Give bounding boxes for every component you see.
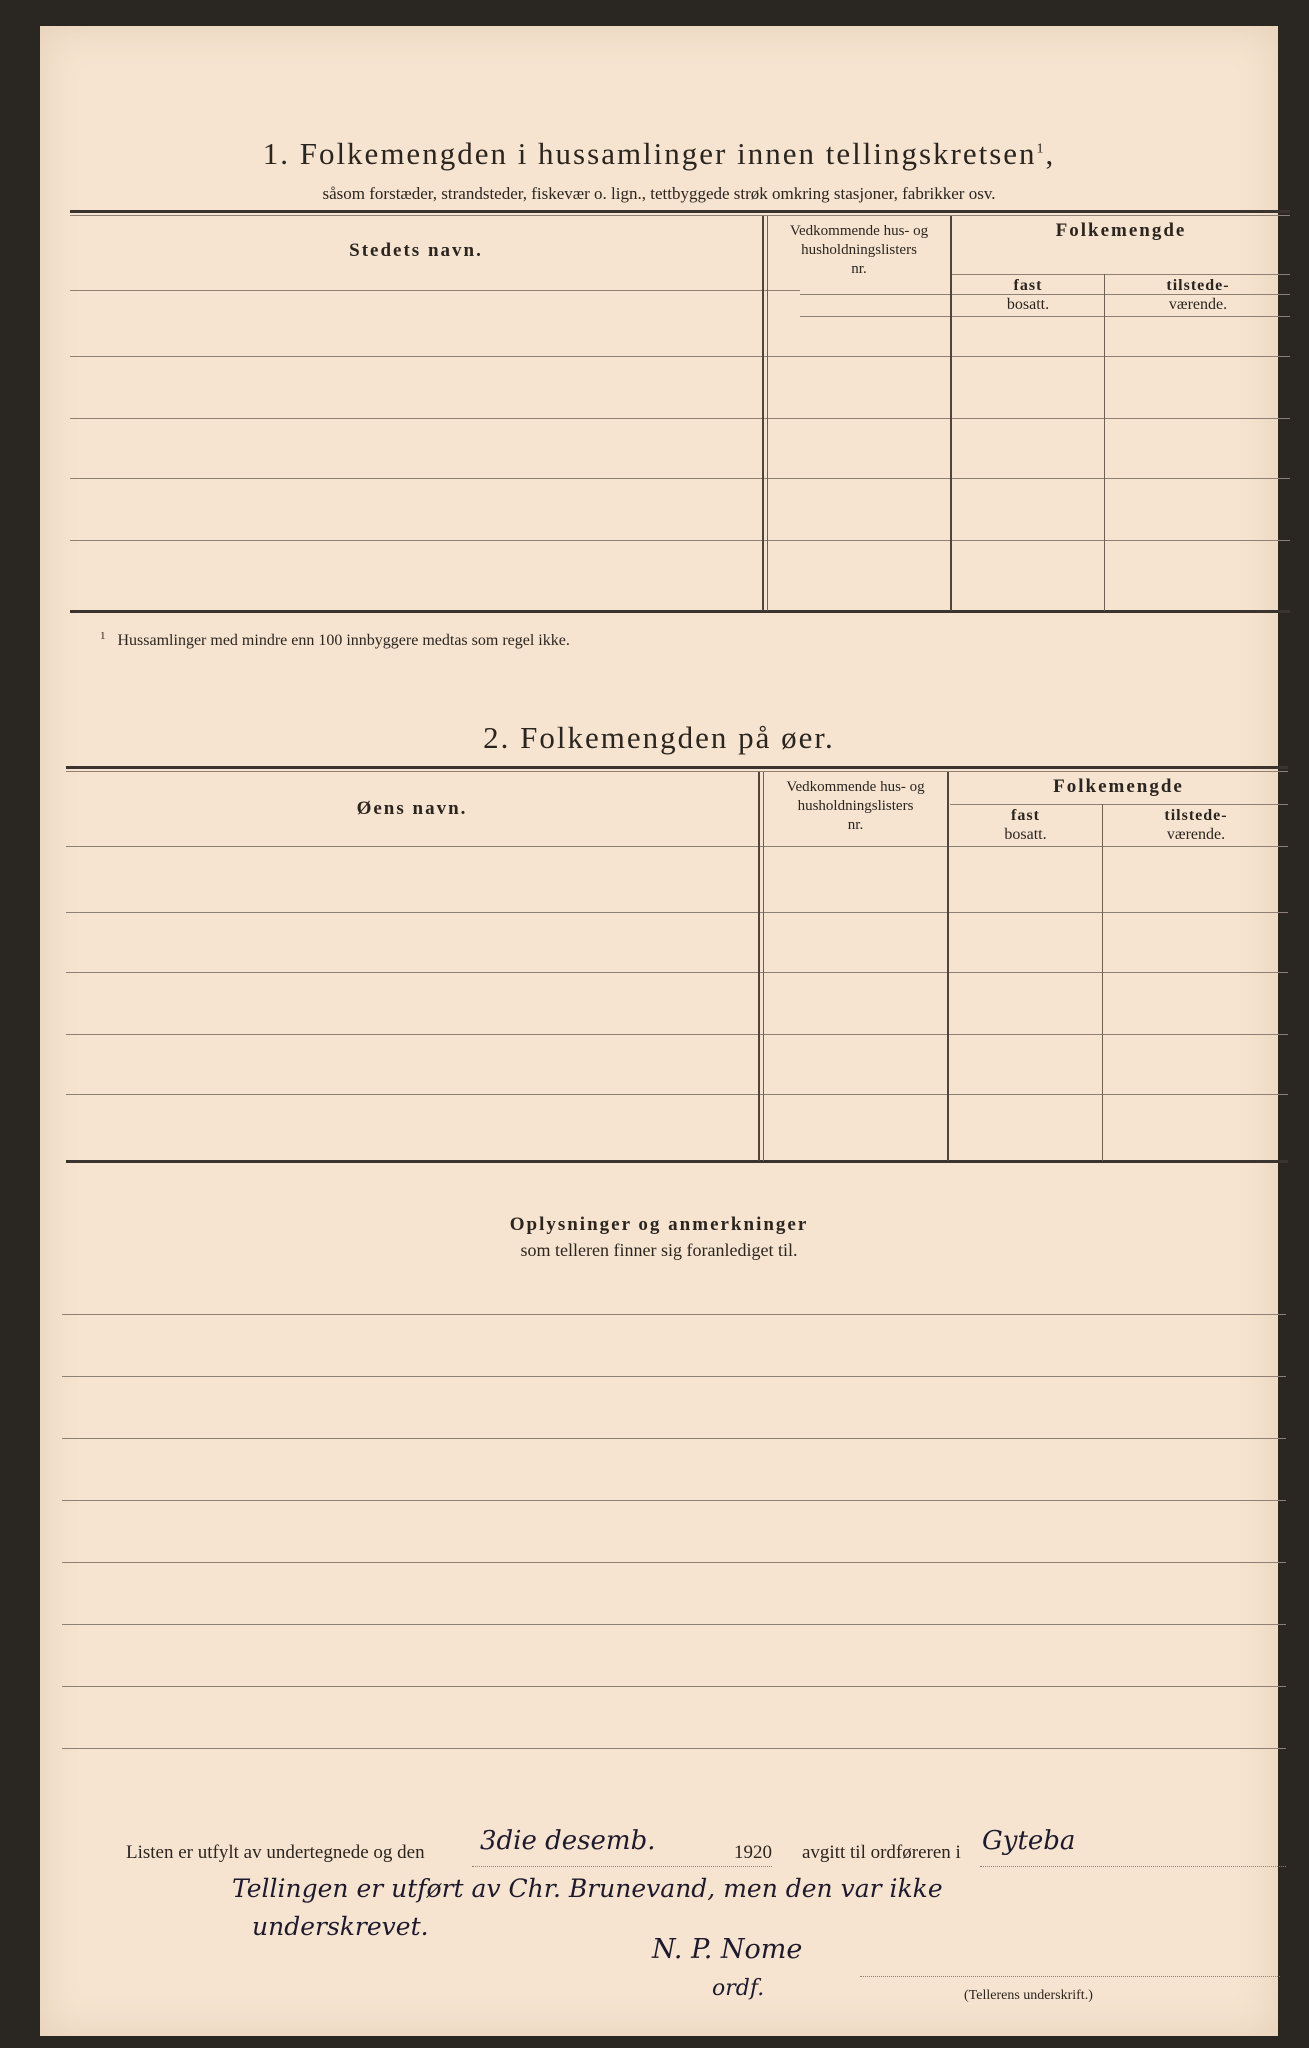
section1-col-list-number — [768, 222, 950, 279]
handwritten-note-line2: underskrevet. — [252, 1912, 429, 1941]
col-list-line1: Vedkommende hus- og — [789, 223, 929, 239]
signer-title: ordf. — [712, 1976, 765, 2001]
col-list-line1: Vedkommende hus- og — [786, 779, 925, 795]
section1-title — [40, 136, 1278, 172]
col-list-line2: husholdningslisters — [797, 798, 914, 814]
section1-col-population: Folkemengde — [1055, 220, 1187, 241]
signature-statement-start: Listen er utfylt av undertegnede og den — [126, 1842, 425, 1863]
section2-col-list-number — [764, 778, 947, 835]
signature-date-handwritten: 3die desemb. — [480, 1826, 656, 1856]
census-form-page — [40, 26, 1278, 2036]
section1-number: 1. — [262, 136, 290, 171]
section1-title-suffix: , — [1045, 136, 1056, 171]
section1-footnote — [100, 630, 570, 650]
handwritten-note-line1: Tellingen er utført av Chr. Brunevand, men den var ikke — [232, 1874, 943, 1903]
col-list-line3: nr. — [847, 817, 864, 833]
section1-col-place-name: Stedets navn. — [349, 240, 483, 261]
col-vaerende-label: værende. — [1168, 296, 1228, 313]
col-list-line2: husholdningslisters — [801, 242, 917, 258]
signer-signature: N. P. Nome — [652, 1934, 803, 1965]
col-tilstede-label: tilstede- — [1166, 277, 1230, 294]
signature-statement-mid: avgitt til ordføreren i — [802, 1842, 961, 1863]
section2-col-population: Folkemengde — [1053, 776, 1184, 797]
notes-title: Oplysninger og anmerkninger — [509, 1214, 809, 1235]
section2-col-present — [1104, 806, 1288, 844]
col-bosatt-label: bosatt. — [1004, 826, 1047, 843]
section2-title: 2. Folkemengden på øer. — [483, 720, 835, 755]
col-list-line3: nr. — [851, 261, 867, 277]
signature-year: 1920 — [734, 1842, 772, 1863]
signature-place-handwritten: Gyteba — [982, 1826, 1076, 1856]
footnote-number: 1 — [100, 630, 106, 642]
section1-subtitle: såsom forstæder, strandsteder, fiskevær o. lign., tettbyggede strøk omkring stasjoner, fabrikker osv. — [322, 184, 996, 203]
notes-subtitle: som telleren finner sig foranlediget til. — [520, 1240, 798, 1260]
col-fast-label: fast — [1013, 277, 1043, 294]
section1-footnote-mark: 1 — [1036, 141, 1046, 157]
col-vaerende-label: værende. — [1166, 826, 1226, 843]
signature-caption: (Tellerens underskrift.) — [964, 1988, 1093, 2003]
section2-col-island-name: Øens navn. — [356, 798, 468, 819]
col-bosatt-label: bosatt. — [1006, 296, 1050, 313]
section2-col-resident — [949, 806, 1102, 844]
section1-col-resident — [952, 276, 1104, 314]
section1-title-text: Folkemengden i hussamlinger innen tellingskretsen — [299, 136, 1037, 171]
footnote-text: Hussamlinger med mindre enn 100 innbyggere medtas som regel ikke. — [117, 632, 570, 650]
col-tilstede-label: tilstede- — [1164, 807, 1228, 824]
section1-col-present — [1106, 276, 1290, 314]
col-fast-label: fast — [1011, 807, 1040, 824]
